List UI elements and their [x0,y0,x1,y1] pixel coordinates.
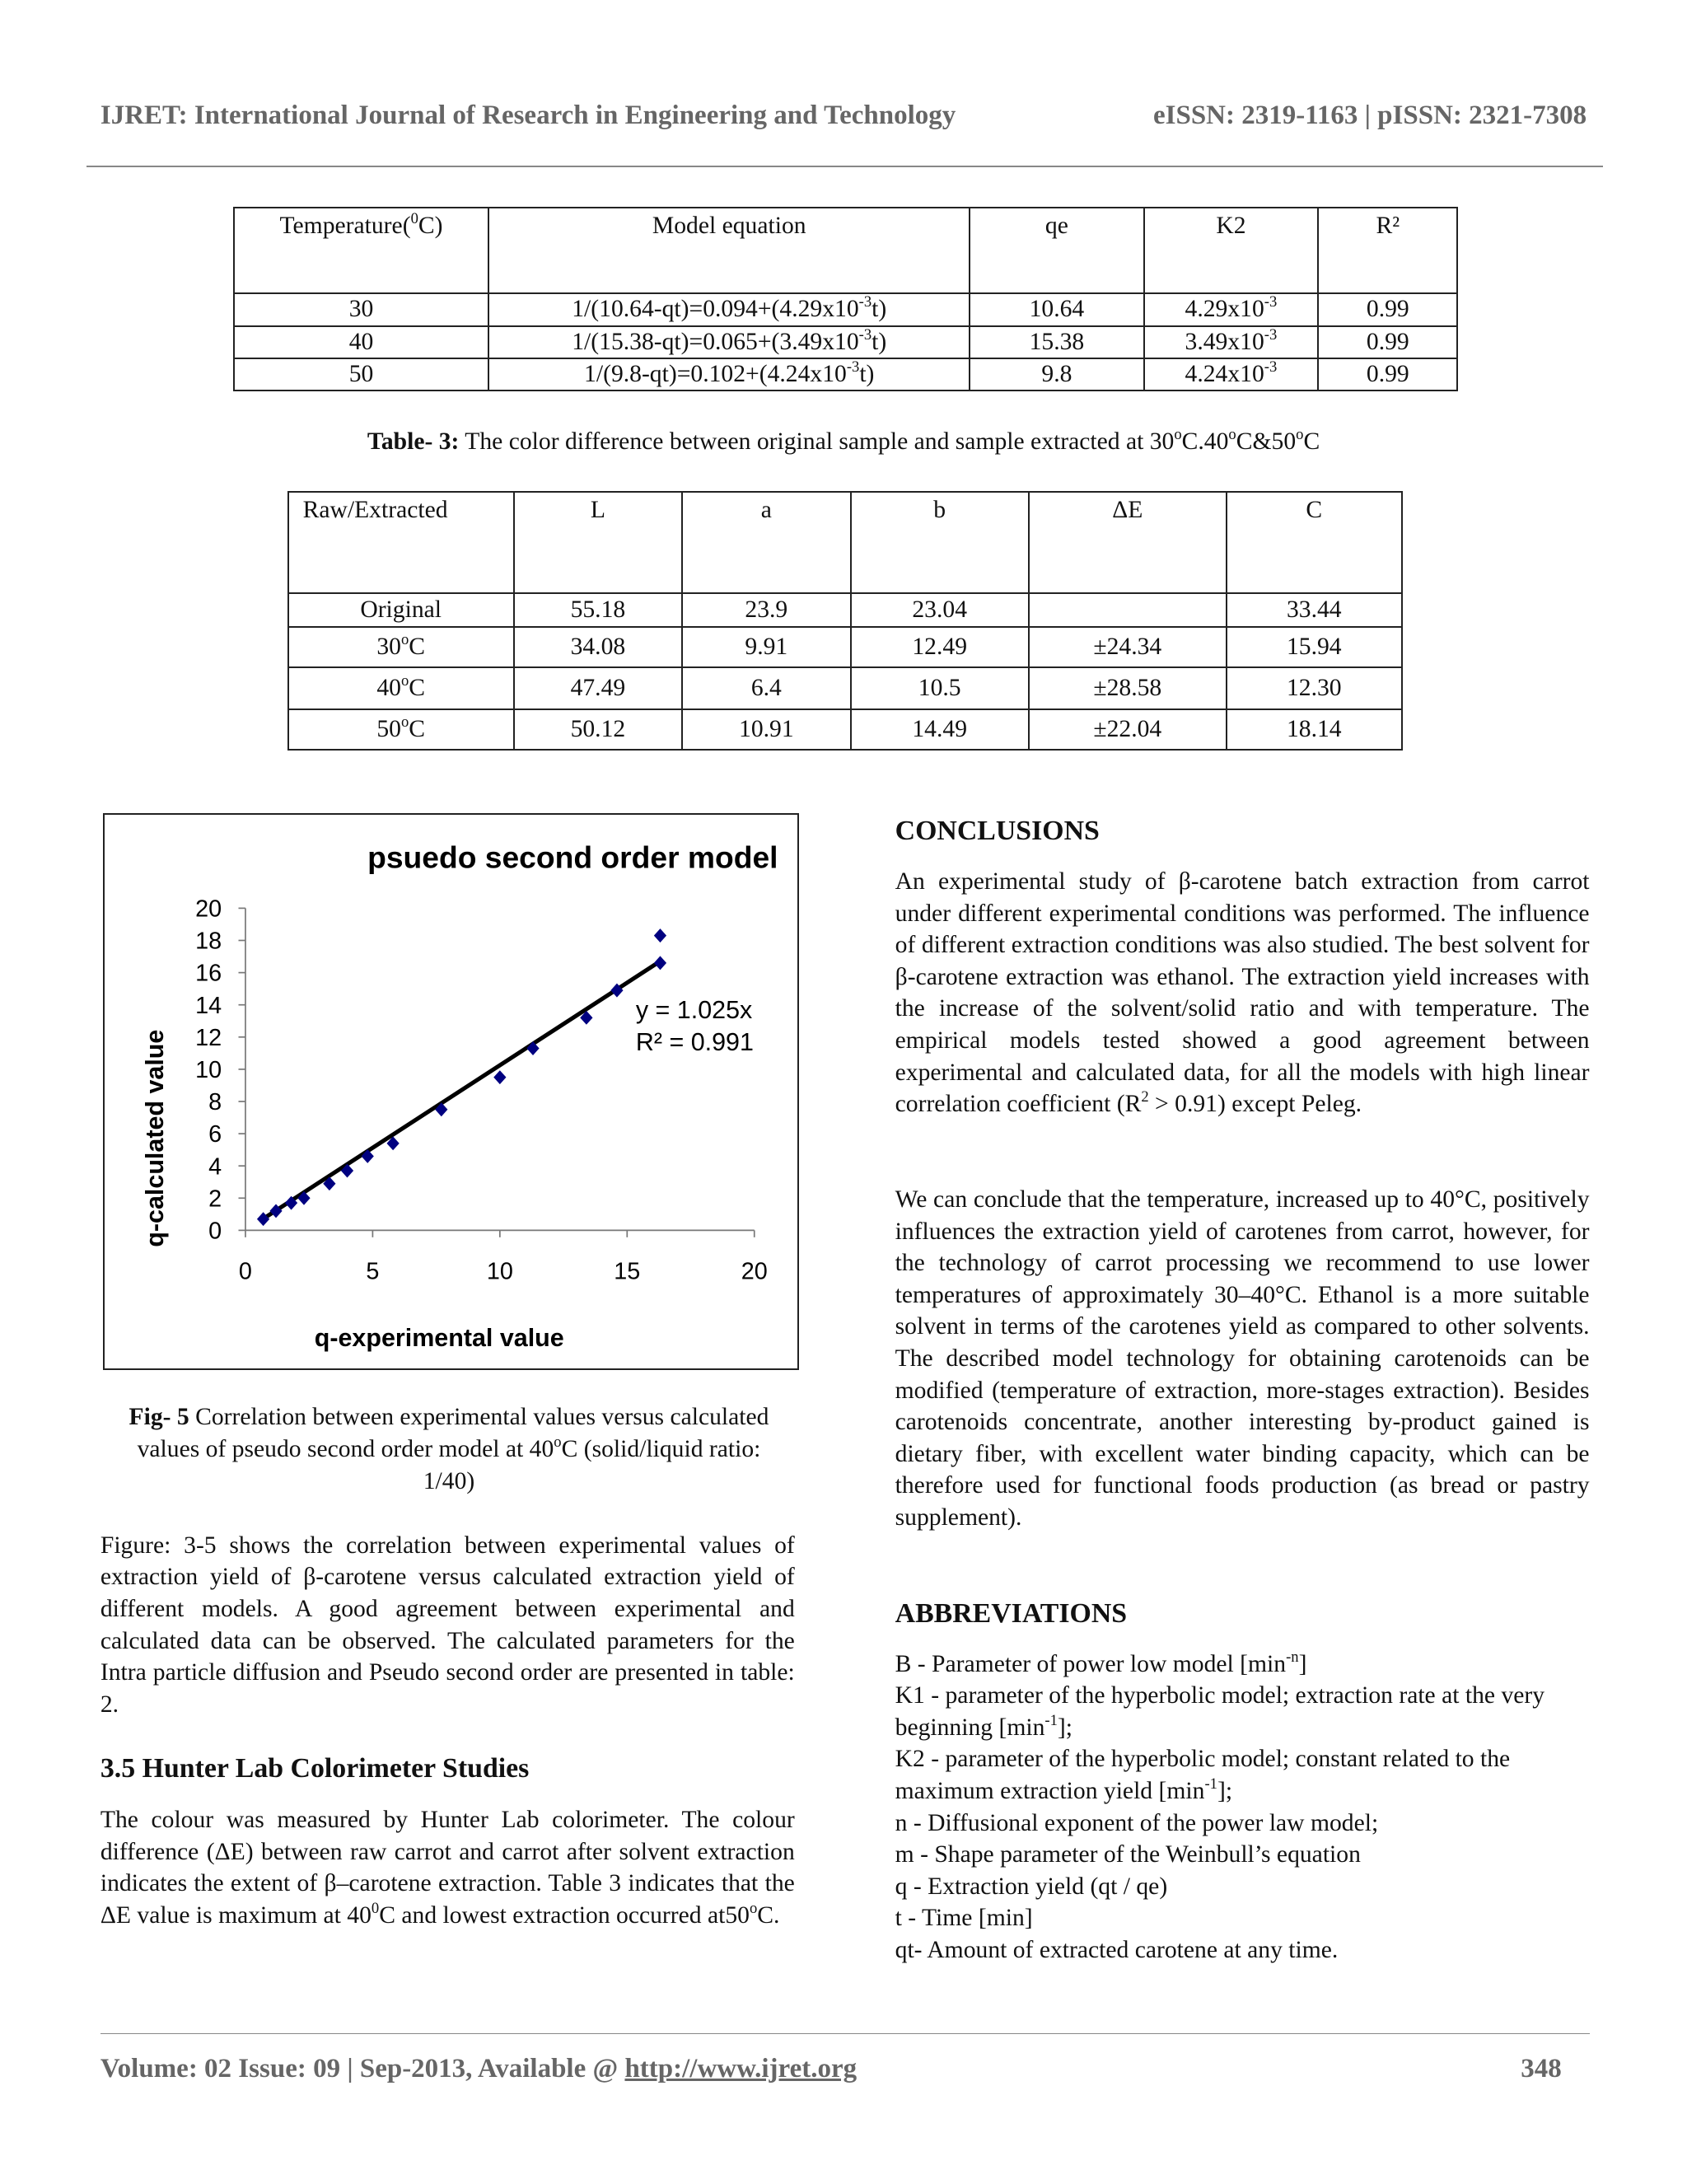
text-run: C&50 [1236,428,1297,455]
cell: $4.24x10^{-3}$ [1144,358,1319,391]
text-run: m - Shape parameter of the Weinbull’s equation [895,1841,1361,1868]
text-run: C.40 [1181,428,1229,455]
header-qe: qe [970,208,1144,294]
text-run: C. [757,1902,780,1929]
cell: 10.91 [682,709,850,750]
trendline-equation: y = 1.025x [636,995,753,1024]
cell: 9.8 [970,358,1144,391]
abbreviation-item [895,1649,1590,1681]
header-k2: K2 [1144,208,1319,294]
journal-name: IJRET: International Journal of Research in Engineering and Technology [100,100,956,130]
table-header-row [234,208,1458,294]
y-tick-label: 4 [208,1153,222,1181]
cell: $1/(9.8-qt)=0.102+(4.24x10^{-3}t)$ [488,358,970,391]
x-axis-label: q-experimental value [314,1323,564,1352]
x-tick-label: 20 [741,1258,769,1285]
footer-volume: Volume: 02 Issue: 09 | Sep-2013, Available @ http://www.ijret.org [100,2054,858,2084]
y-axis-label: q-calculated value [141,1029,170,1247]
data-point [362,1149,374,1163]
table-header-row [288,492,1402,594]
data-point [654,956,666,970]
superscript: 2 [1141,1088,1149,1106]
superscript: o [554,1433,562,1452]
y-tick-label: 18 [195,928,222,955]
superscript: -n [1286,1648,1299,1666]
table-3-caption [139,425,1548,456]
scatter-plot [105,815,797,1368]
data-point [654,928,666,942]
abbreviation-item [895,1871,1590,1903]
cell: 0.99 [1318,326,1457,358]
abbreviation-item [895,1680,1590,1743]
chart-title: psuedo second order model [367,839,778,875]
cell: $3.49x10^{-3}$ [1144,326,1319,358]
text-run: ]; [1217,1778,1233,1805]
header-rule [86,166,1604,167]
text-run: t - Time [min] [895,1905,1033,1932]
text-run: The colour was measured by Hunter Lab colorimeter. The colour difference (ΔE) between raw carrot and carrot after solvent extraction indicates the extent of β–carotene extraction. Table 3 indicates that the ΔE value is maximum at 40 [100,1807,795,1929]
text-run: K2 - parameter of the hyperbolic model; constant related to the maximum extraction yield [min [895,1746,1511,1805]
page-number: 348 [1521,2054,1562,2084]
text-run: C and lowest extraction occurred at50 [379,1902,750,1929]
header-cell: ΔE [1029,492,1227,594]
cell: ±22.04 [1029,709,1227,750]
text-run: Correlation between experimental values versus calculated values of pseudo second order model at 40 [137,1404,769,1462]
footer [100,2054,1562,2084]
cell: 30 [234,293,489,325]
superscript: o [1296,425,1304,443]
paragraph-figure-discussion [100,1530,795,1721]
cell: 6.4 [682,667,850,709]
figure-5-caption [114,1401,783,1498]
x-tick-label: 5 [366,1258,380,1285]
text-run: qt- Amount of extracted carotene at any time. [895,1936,1339,1963]
text-run: Figure: 3-5 shows the correlation between experimental values of extraction yield of β-carotene versus calculated extraction yield of different models. A good agreement between experimental and calculated data can be observed. The calculated parameters for the Intra particle diffusion and Pseudo second order are presented in table: 2. [100,1532,795,1718]
header-r2: R² [1318,208,1457,294]
text-run: n - Diffusional exponent of the power law model; [895,1809,1379,1836]
superscript: 0 [371,1900,380,1918]
abbreviations-heading: ABBREVIATIONS [895,1597,1128,1629]
text-run: C [1303,428,1320,455]
cell: 10.5 [851,667,1029,709]
bold-label: Table- 3: [367,428,460,455]
r-squared-label: R² = 0.991 [636,1027,755,1056]
text-run: The color difference between original sample and sample extracted at 30 [459,428,1175,455]
running-header [100,101,1587,131]
abbreviation-item [895,1808,1590,1840]
superscript: o [1174,425,1182,443]
cell [1029,593,1227,627]
cell: 40 [234,326,489,358]
table-row [288,709,1402,750]
superscript: o [749,1900,758,1918]
header-cell: a [682,492,850,594]
issn: eISSN: 2319-1163 | pISSN: 2321-7308 [1152,100,1587,130]
table-row [234,293,1458,325]
table-row [288,667,1402,709]
header-cell: C [1227,492,1402,594]
data-point [527,1041,540,1055]
y-tick-label: 8 [208,1088,222,1115]
abbreviation-item [895,1839,1590,1871]
cell: 40$^o$C [288,667,514,709]
table-row [234,326,1458,358]
text-run: ] [1298,1650,1307,1677]
y-tick-label: 6 [208,1121,222,1148]
cell: $4.29x10^{-3}$ [1144,293,1319,325]
text-run: B - Parameter of power low model [min [895,1650,1287,1677]
cell: 33.44 [1227,593,1402,627]
table-row [288,593,1402,627]
cell: 50.12 [514,709,682,750]
data-point [493,1070,506,1084]
cell: 23.9 [682,593,850,627]
conclusions-paragraph-2 [895,1184,1590,1534]
paragraph-colorimeter [100,1804,795,1931]
abbreviation-item [895,1743,1590,1807]
cell: 34.08 [514,627,682,667]
x-tick-label: 0 [239,1258,253,1285]
trendline [264,961,661,1219]
cell: $1/(10.64-qt)=0.094+(4.29x10^{-3}t)$ [488,293,970,325]
conclusions-paragraph-1 [895,866,1590,1120]
y-tick-label: 12 [195,1024,222,1051]
cell: 30$^o$C [288,627,514,667]
table-row [288,627,1402,667]
table-2 [233,207,1459,392]
abbreviation-item [895,1934,1590,1967]
header-cell: Raw/Extracted [288,492,514,594]
superscript: -1 [1204,1775,1217,1793]
cell: 23.04 [851,593,1029,627]
abbreviations-list [895,1649,1590,1967]
table-3 [287,491,1403,751]
abbreviation-item [895,1902,1590,1934]
y-tick-label: 16 [195,960,222,987]
text-run: K1 - parameter of the hyperbolic model; extraction rate at the very beginning [min [895,1682,1545,1741]
cell: 0.99 [1318,358,1457,391]
x-tick-label: 15 [614,1258,641,1285]
y-tick-label: 14 [195,992,222,1019]
x-tick-label: 10 [487,1258,514,1285]
superscript: -1 [1044,1711,1058,1729]
header-temperature: Temperature($^0$C) [234,208,489,294]
text-run: > 0.91) except Peleg. [1148,1091,1362,1118]
cell: 18.14 [1227,709,1402,750]
text-run: C (solid/liquid ratio: 1/40) [423,1436,761,1494]
cell: 0.99 [1318,293,1457,325]
y-tick-label: 2 [208,1186,222,1213]
cell: 9.91 [682,627,850,667]
bold-label: Fig- 5 [129,1404,189,1431]
y-tick-label: 0 [208,1218,222,1245]
y-tick-label: 10 [195,1056,222,1083]
journal-link[interactable]: http://www.ijret.org [624,2054,858,2084]
cell: 50$^o$C [288,709,514,750]
cell: 15.94 [1227,627,1402,667]
cell: 15.38 [970,326,1144,358]
cell: 14.49 [851,709,1029,750]
superscript: o [1228,425,1236,443]
header-cell: b [851,492,1029,594]
text-run: q - Extraction yield (qt / qe) [895,1873,1168,1900]
conclusions-heading: CONCLUSIONS [895,816,1100,847]
cell: 47.49 [514,667,682,709]
footer-rule [100,2033,1590,2035]
cell: 50 [234,358,489,391]
cell: $1/(15.38-qt)=0.065+(3.49x10^{-3}t)$ [488,326,970,358]
cell: 12.49 [851,627,1029,667]
cell: 55.18 [514,593,682,627]
cell: ±28.58 [1029,667,1227,709]
cell: ±24.34 [1029,627,1227,667]
text-run: ]; [1057,1714,1072,1741]
text-run: We can conclude that the temperature, increased up to 40°C, positively influences the extraction yield of carotenes from carrot, however, for the technology of carrot processing we recommend to use lower temperatures of approximately 30–40°C. Ethanol is a more suitable solvent in terms of the carotenes yield as compared to other solvents. The described model technology for obtaining carotenoids can be modified (temperature of extraction, more-stages extraction). Besides carotenoids concentrate, another interesting by-product gained is dietary fiber, with excellent water binding capacity, which can be therefore used for functional foods production (as bread or pastry supplement). [895,1186,1590,1531]
text-run: An experimental study of β-carotene batch extraction from carrot under different experimental conditions was performed. The influence of different extraction conditions was also studied. The best solvent for β-carotene extraction was ethanol. The extraction yield increases with the increase of the solvent/solid ratio and with temperature. The empirical models tested showed a good agreement between experimental and calculated data, for all the models with high linear correlation coefficient (R [895,868,1590,1118]
header-cell: L [514,492,682,594]
header-equation: Model equation [488,208,970,294]
figure-5-chart [103,813,799,1370]
cell: 10.64 [970,293,1144,325]
table-row [234,358,1458,391]
cell: Original [288,593,514,627]
cell: 12.30 [1227,667,1402,709]
section-heading-3-5: 3.5 Hunter Lab Colorimeter Studies [100,1752,530,1784]
y-tick-label: 20 [195,896,222,923]
